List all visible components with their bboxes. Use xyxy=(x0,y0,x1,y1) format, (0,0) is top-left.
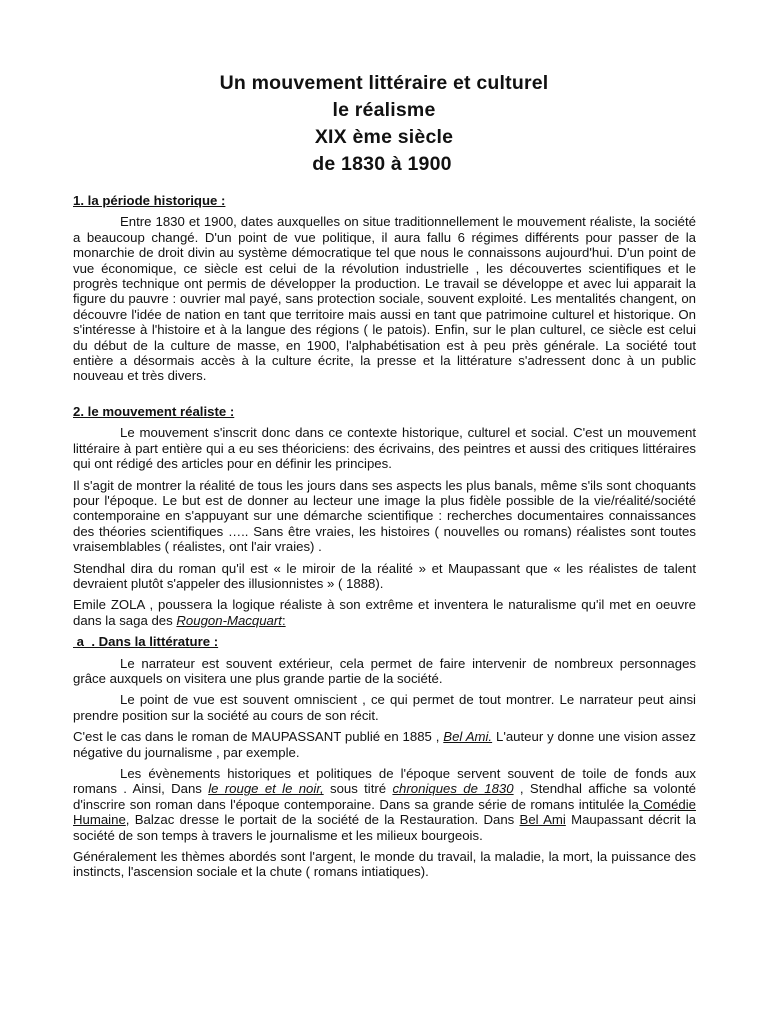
subsection-a-paragraph-5: Généralement les thèmes abordés sont l'argent, le monde du travail, la maladie, la mort, la puissance des instincts, l'ascension sociale et la chute ( romans intiatiques). xyxy=(73,849,696,880)
section-2-heading: 2. le mouvement réaliste : xyxy=(73,403,235,419)
title-line-1: Un mouvement littéraire et culturel xyxy=(219,72,549,94)
title-line-3: XIX ème siècle xyxy=(314,126,454,148)
colon: : xyxy=(281,612,286,628)
title-line-2: le réalisme xyxy=(332,99,436,121)
events-text-d: , Balzac dresse le portait de la société de la Restauration. Dans xyxy=(125,812,520,828)
rougon-macquart-title: Rougon-Macquart xyxy=(176,612,282,628)
events-text-c: , Stendhal affiche sa volonté d'inscrire son roman dans l'époque contemporaine. Dans sa grande série de romans intitulée la xyxy=(73,781,696,812)
maupassant-text: C'est le cas dans le roman de MAUPASSANT publié en 1885 , xyxy=(73,729,444,745)
subsection-a-paragraph-3 xyxy=(73,729,696,760)
subsection-a-paragraph-4 xyxy=(73,766,696,843)
section-2-paragraph-4 xyxy=(73,597,696,628)
section-2-paragraph-3: Stendhal dira du roman qu'il est « le miroir de la réalité » et Maupassant que « les réalistes de talent devraient plutôt s'appeler des illusionnistes » ( 1888). xyxy=(73,560,696,591)
comedie-humaine-title: Comédie Humaine xyxy=(73,796,697,828)
document-body xyxy=(73,193,696,886)
events-text-b: sous titré xyxy=(323,781,393,797)
section-2-paragraph-1: Le mouvement s'inscrit donc dans ce contexte historique, culturel et social. C'est un mouvement littéraire à part entière qui a eu ses théoriciens: des écrivains, des peintres et aussi des critiques littéraires qui ont rédigé des articles pour en définir les principes. xyxy=(73,425,696,472)
spacer xyxy=(73,390,696,404)
section-1-paragraph: Entre 1830 et 1900, dates auxquelles on situe traditionnellement le mouvement réaliste, la société a beaucoup changé. D'un point de vue politique, il aura fallu 6 régimes différents pour passer de la monarchie de droit divin au système démocratique tel que nous le connaissons aujourd'hui. D'un point de vue économique, ce siècle est celui de la révolution industrielle , les découvertes scientifiques et le progrès technique ont permis de développer la production. Le travail se développe et avec lui apparait la figure du pauvre : ouvrier mal payé, sans protection sociale, souvent exploité. Les mentalités changent, on découvre l'idée de nation en tant que territoire mais aussi en tant que patrimoine culturel et historique. On s'intéresse à l'histoire et à la langue des régions ( le patois). Enfin, sur le plan culturel, ce siècle est celui du début de la culture de masse, en 1900, l'alphabétisation est à peu près générale. La société tout entière a désormais accès à la culture écrite, la presse et la littérature s'adressent donc à un public nouveau et très divers. xyxy=(73,214,696,384)
rouge-noir-title: le rouge et le noir, xyxy=(208,781,324,797)
maupassant-text-end: L'auteur y donne une vision assez négative du journalisme , par exemple. xyxy=(73,729,697,760)
bel-ami-title-2: Bel Ami xyxy=(519,812,566,828)
subsection-a-paragraph-2: Le point de vue est souvent omniscient , ce qui permet de tout montrer. Le narrateur peut ainsi prendre position sur la société au cours de son récit. xyxy=(73,692,696,723)
events-text-e: Maupassant décrit la société de son temps à travers le journalisme et les milieux bourgeois. xyxy=(73,812,696,843)
events-text-a: Les évènements historiques et politiques de l'époque servent souvent de toile de fonds aux romans . Ainsi, Dans xyxy=(73,766,696,797)
bel-ami-title: Bel Ami. xyxy=(443,729,493,745)
subsection-a-heading: a . Dans la littérature : xyxy=(73,634,219,650)
subsection-a-paragraph-1: Le narrateur est souvent extérieur, cela permet de faire intervenir de nombreux personnages grâce auxquels on visitera une plus grande partie de la société. xyxy=(73,655,696,686)
section-2-paragraph-2: Il s'agit de montrer la réalité de tous les jours dans ses aspects les plus banals, même s'ils sont choquants pour l'époque. Le but est de donner au lecteur une image la plus fidèle possible de la vie/réalité/société contemporaine en s'appuyant sur une démarche scientifique : recherches documentaires connaissances des théories scientifiques ….. Sans être vraies, les histoires ( nouvelles ou romans) réalistes sont toutes vraisemblables ( réalistes, ont l'air vraies) . xyxy=(73,477,696,555)
chroniques-title: chroniques de 1830 xyxy=(392,781,514,797)
title-line-4: de 1830 à 1900 xyxy=(312,153,452,175)
section-1-heading: 1. la période historique : xyxy=(73,193,226,208)
zola-text: Emile ZOLA , poussera la logique réaliste à son extrême et inventera le naturalisme qu'il met en oeuvre dans la saga des xyxy=(73,597,696,628)
